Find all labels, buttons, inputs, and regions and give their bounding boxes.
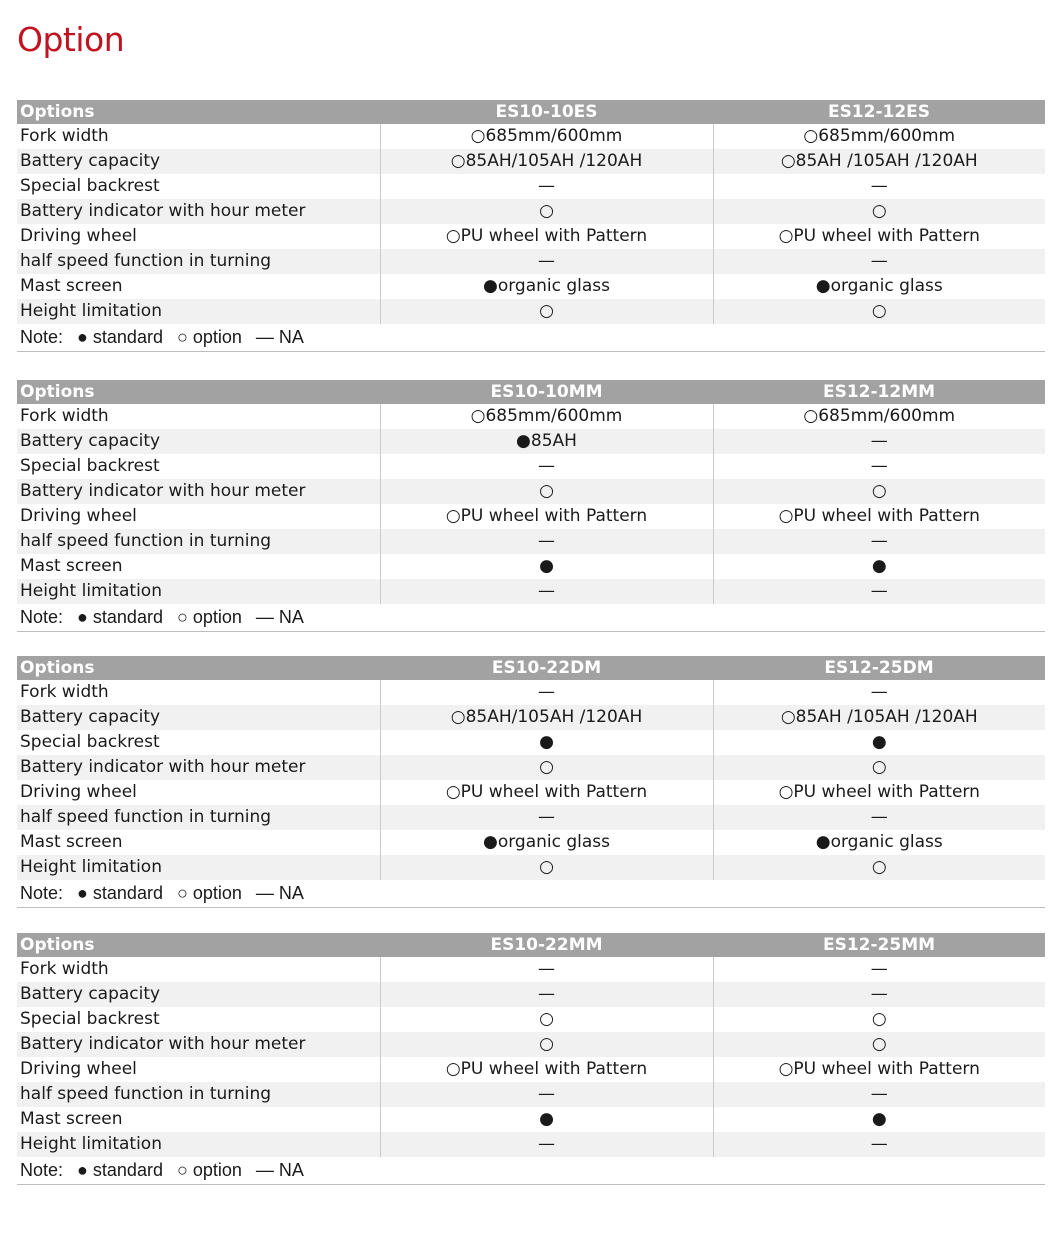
na-label: NA	[278, 327, 304, 347]
row-label: Mast screen	[17, 554, 380, 579]
table-row	[17, 780, 1045, 805]
row-value-model-2: ○PU wheel with Pattern	[713, 504, 1045, 529]
row-value-model-2: ●organic glass	[713, 830, 1045, 855]
table-row	[17, 274, 1045, 299]
header-model-2: ES12-12ES	[713, 100, 1045, 124]
na-label: NA	[278, 883, 304, 903]
row-value-model-2: —	[713, 454, 1045, 479]
header-model-2: ES12-25DM	[713, 656, 1045, 680]
row-label: Fork width	[17, 680, 380, 705]
standard-symbol: ●	[77, 1160, 88, 1180]
row-value-model-2: ○85AH /105AH /120AH	[713, 149, 1045, 174]
table-row	[17, 1082, 1045, 1107]
row-value-model-1: ○	[380, 299, 713, 324]
row-value-model-1: ○	[380, 755, 713, 780]
table-row	[17, 730, 1045, 755]
table-row	[17, 299, 1045, 324]
legend-note-row	[17, 880, 1045, 908]
option-label: option	[192, 883, 242, 903]
row-value-model-1: —	[380, 1132, 713, 1157]
row-value-model-1: ○PU wheel with Pattern	[380, 780, 713, 805]
row-label: Battery indicator with hour meter	[17, 755, 380, 780]
table-header-row	[17, 933, 1045, 957]
note-label: Note:	[20, 327, 64, 347]
na-symbol: —	[255, 1160, 274, 1180]
row-value-model-1: —	[380, 174, 713, 199]
table-row	[17, 199, 1045, 224]
row-value-model-2: —	[713, 579, 1045, 604]
row-label: Special backrest	[17, 454, 380, 479]
table-row	[17, 1107, 1045, 1132]
row-value-model-2: —	[713, 805, 1045, 830]
table-row	[17, 982, 1045, 1007]
na-symbol: —	[255, 607, 274, 627]
table-header-row	[17, 656, 1045, 680]
standard-label: standard	[92, 607, 163, 627]
row-value-model-1: ○	[380, 479, 713, 504]
legend-note-row	[17, 324, 1045, 352]
row-value-model-1: ○PU wheel with Pattern	[380, 1057, 713, 1082]
table-row	[17, 830, 1045, 855]
note-label: Note:	[20, 607, 64, 627]
header-model-2: ES12-25MM	[713, 933, 1045, 957]
option-symbol: ○	[176, 1160, 188, 1180]
options-table-es10-10es	[17, 100, 1045, 352]
row-label: half speed function in turning	[17, 529, 380, 554]
row-label: Special backrest	[17, 174, 380, 199]
row-value-model-2: —	[713, 1082, 1045, 1107]
table-row	[17, 479, 1045, 504]
table-row	[17, 855, 1045, 880]
row-value-model-1: —	[380, 982, 713, 1007]
table-row	[17, 1132, 1045, 1157]
row-value-model-2: —	[713, 249, 1045, 274]
table-header-row	[17, 380, 1045, 404]
row-label: half speed function in turning	[17, 805, 380, 830]
option-label: option	[192, 607, 242, 627]
row-value-model-1: ○PU wheel with Pattern	[380, 224, 713, 249]
legend-note	[17, 880, 1045, 908]
table-row	[17, 249, 1045, 274]
row-value-model-1: ●organic glass	[380, 274, 713, 299]
row-value-model-2: ●	[713, 554, 1045, 579]
row-value-model-2: ○685mm/600mm	[713, 404, 1045, 429]
row-label: Height limitation	[17, 299, 380, 324]
options-table-es10-10mm	[17, 380, 1045, 632]
option-symbol: ○	[176, 883, 188, 903]
table-row	[17, 429, 1045, 454]
row-label: Height limitation	[17, 1132, 380, 1157]
row-value-model-2: ○PU wheel with Pattern	[713, 224, 1045, 249]
row-label: Battery capacity	[17, 149, 380, 174]
row-label: Mast screen	[17, 830, 380, 855]
header-model-1: ES10-10ES	[380, 100, 713, 124]
row-value-model-1: ○	[380, 855, 713, 880]
row-value-model-2: ○	[713, 479, 1045, 504]
table-row	[17, 554, 1045, 579]
row-value-model-2: ○	[713, 755, 1045, 780]
table-row	[17, 1032, 1045, 1057]
row-value-model-1: ○85AH/105AH /120AH	[380, 705, 713, 730]
row-value-model-1: ○	[380, 1007, 713, 1032]
row-value-model-2: ○	[713, 855, 1045, 880]
header-options-label: Options	[17, 933, 380, 957]
table-row	[17, 454, 1045, 479]
legend-note	[17, 1157, 1045, 1185]
row-label: Special backrest	[17, 730, 380, 755]
row-value-model-2: ○PU wheel with Pattern	[713, 780, 1045, 805]
table-row	[17, 124, 1045, 149]
header-options-label: Options	[17, 656, 380, 680]
row-label: Mast screen	[17, 1107, 380, 1132]
row-value-model-1: ○	[380, 1032, 713, 1057]
header-options-label: Options	[17, 100, 380, 124]
row-value-model-1: —	[380, 249, 713, 274]
option-symbol: ○	[176, 607, 188, 627]
row-value-model-2: ○685mm/600mm	[713, 124, 1045, 149]
row-label: Height limitation	[17, 855, 380, 880]
row-value-model-2: —	[713, 429, 1045, 454]
standard-symbol: ●	[77, 607, 88, 627]
row-label: Height limitation	[17, 579, 380, 604]
row-value-model-2: ○85AH /105AH /120AH	[713, 705, 1045, 730]
table-row	[17, 1057, 1045, 1082]
page-title: Option	[17, 20, 125, 59]
row-label: Special backrest	[17, 1007, 380, 1032]
row-label: Driving wheel	[17, 1057, 380, 1082]
standard-label: standard	[92, 327, 163, 347]
row-value-model-1: ○685mm/600mm	[380, 404, 713, 429]
table-row	[17, 705, 1045, 730]
row-value-model-1: ○PU wheel with Pattern	[380, 504, 713, 529]
header-model-1: ES10-22DM	[380, 656, 713, 680]
row-label: half speed function in turning	[17, 249, 380, 274]
row-value-model-1: —	[380, 957, 713, 982]
options-table-es10-22mm	[17, 933, 1045, 1185]
row-value-model-2: ●organic glass	[713, 274, 1045, 299]
table-row	[17, 149, 1045, 174]
note-label: Note:	[20, 883, 64, 903]
row-label: Fork width	[17, 124, 380, 149]
na-symbol: —	[255, 327, 274, 347]
row-value-model-2: ○	[713, 1032, 1045, 1057]
row-value-model-1: ●	[380, 554, 713, 579]
table-row	[17, 957, 1045, 982]
header-model-1: ES10-10MM	[380, 380, 713, 404]
legend-note-row	[17, 1157, 1045, 1185]
row-value-model-1: —	[380, 680, 713, 705]
row-value-model-2: —	[713, 1132, 1045, 1157]
row-label: half speed function in turning	[17, 1082, 380, 1107]
option-label: option	[192, 327, 242, 347]
note-label: Note:	[20, 1160, 64, 1180]
row-value-model-1: ○	[380, 199, 713, 224]
row-label: Driving wheel	[17, 224, 380, 249]
table-row	[17, 755, 1045, 780]
option-symbol: ○	[176, 327, 188, 347]
row-label: Driving wheel	[17, 780, 380, 805]
table-row	[17, 504, 1045, 529]
row-value-model-1: ●85AH	[380, 429, 713, 454]
row-value-model-2: ○	[713, 299, 1045, 324]
row-value-model-2: ○	[713, 1007, 1045, 1032]
table-row	[17, 174, 1045, 199]
standard-symbol: ●	[77, 327, 88, 347]
row-label: Fork width	[17, 404, 380, 429]
na-symbol: —	[255, 883, 274, 903]
row-value-model-1: ●	[380, 730, 713, 755]
row-value-model-1: ●	[380, 1107, 713, 1132]
standard-label: standard	[92, 1160, 163, 1180]
row-value-model-2: —	[713, 680, 1045, 705]
row-value-model-1: ○85AH/105AH /120AH	[380, 149, 713, 174]
standard-symbol: ●	[77, 883, 88, 903]
table-row	[17, 404, 1045, 429]
row-value-model-1: ○685mm/600mm	[380, 124, 713, 149]
na-label: NA	[278, 607, 304, 627]
legend-note	[17, 604, 1045, 632]
table-row	[17, 1007, 1045, 1032]
row-label: Battery capacity	[17, 982, 380, 1007]
options-table-es10-22dm	[17, 656, 1045, 908]
na-label: NA	[278, 1160, 304, 1180]
table-row	[17, 680, 1045, 705]
standard-label: standard	[92, 883, 163, 903]
option-label: option	[192, 1160, 242, 1180]
table-row	[17, 529, 1045, 554]
row-value-model-2: —	[713, 957, 1045, 982]
row-label: Driving wheel	[17, 504, 380, 529]
header-model-1: ES10-22MM	[380, 933, 713, 957]
legend-note-row	[17, 604, 1045, 632]
row-value-model-2: ○	[713, 199, 1045, 224]
table-row	[17, 579, 1045, 604]
row-value-model-2: ●	[713, 730, 1045, 755]
row-value-model-1: —	[380, 805, 713, 830]
table-header-row	[17, 100, 1045, 124]
row-value-model-1: —	[380, 579, 713, 604]
header-model-2: ES12-12MM	[713, 380, 1045, 404]
table-row	[17, 805, 1045, 830]
row-label: Battery indicator with hour meter	[17, 199, 380, 224]
row-label: Battery indicator with hour meter	[17, 1032, 380, 1057]
row-value-model-1: ●organic glass	[380, 830, 713, 855]
header-options-label: Options	[17, 380, 380, 404]
legend-note	[17, 324, 1045, 352]
row-label: Battery indicator with hour meter	[17, 479, 380, 504]
row-value-model-1: —	[380, 454, 713, 479]
row-label: Fork width	[17, 957, 380, 982]
row-label: Mast screen	[17, 274, 380, 299]
row-value-model-2: —	[713, 529, 1045, 554]
row-value-model-2: —	[713, 174, 1045, 199]
row-value-model-1: —	[380, 529, 713, 554]
row-label: Battery capacity	[17, 705, 380, 730]
row-value-model-2: ○PU wheel with Pattern	[713, 1057, 1045, 1082]
row-value-model-2: —	[713, 982, 1045, 1007]
row-value-model-2: ●	[713, 1107, 1045, 1132]
row-label: Battery capacity	[17, 429, 380, 454]
table-row	[17, 224, 1045, 249]
row-value-model-1: —	[380, 1082, 713, 1107]
